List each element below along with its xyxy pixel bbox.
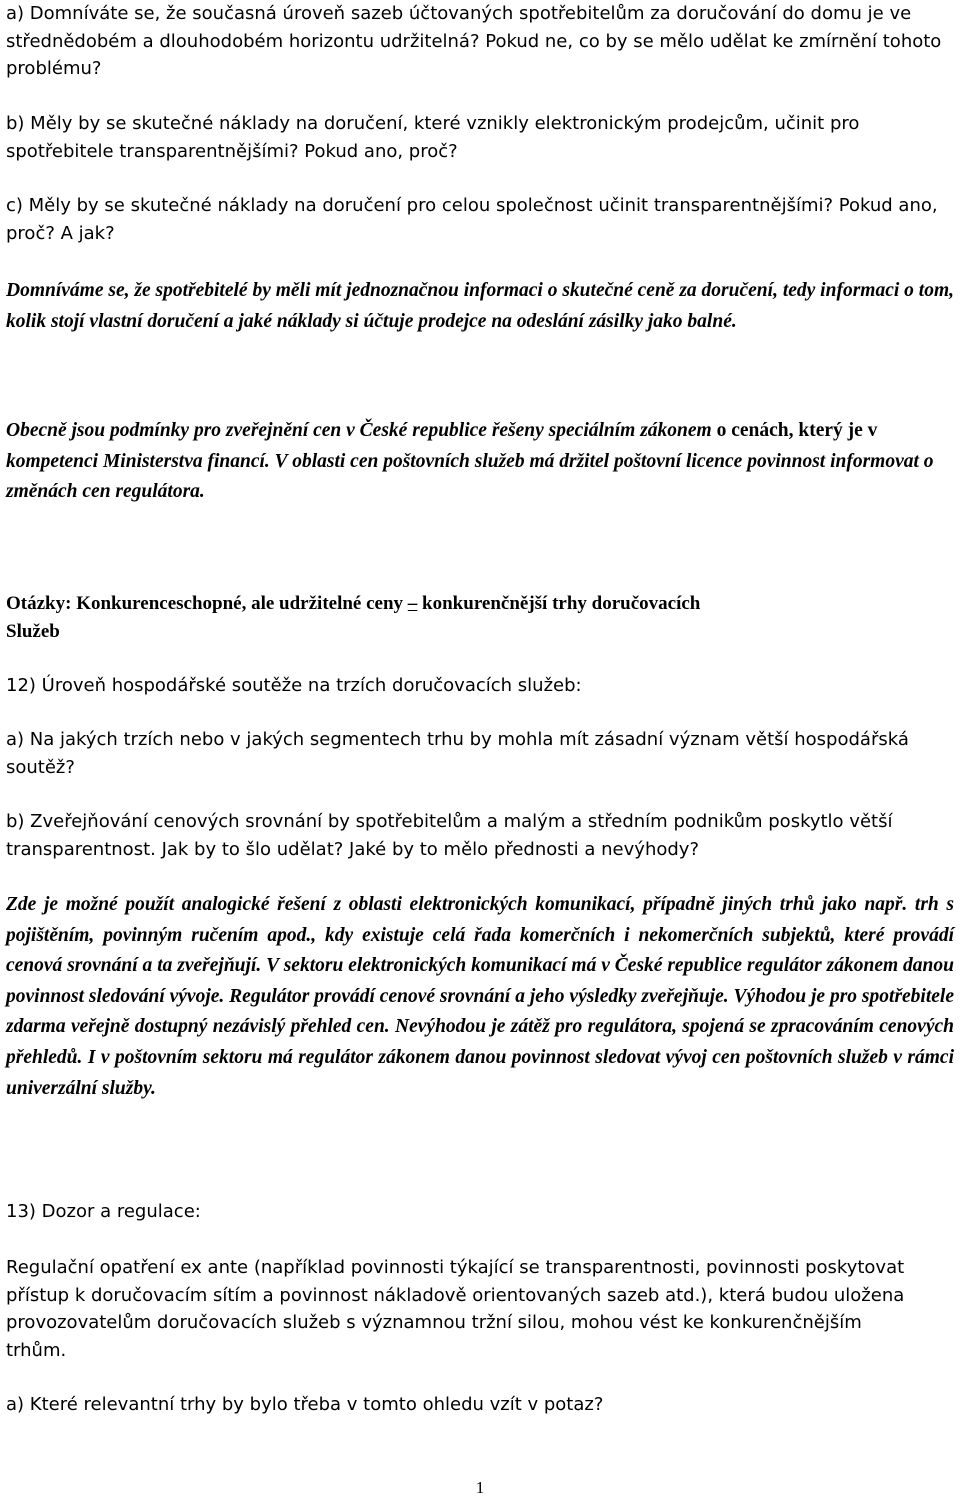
heading-label: Otázky: [6,593,72,614]
section-heading [6,590,954,646]
answer-price-regulation [6,416,954,508]
question-12b: b) Zveřejňování cenových srovnání by spotřebitelům a malým a středním podnikům poskytlo větší transparentnost. Jak by to šlo udělat? Jaké by to mělo přednosti a nevýhody? [6,811,893,860]
answer-12: Zde je možné použít analogické řešení z oblasti elektronických komunikací, případně jiných trhů jako např. trh s pojištěním, povinným ručením apod., kdy existuje celá řada komerčních i nekomerčních subjektů, které provádí cenová srovnání a ta zveřejňují. V sektoru elektronických komunikací má v České republice regulátor zákonem danou povinnost sledování vývoje. Regulátor provádí cenové srovnání a jeho výsledky zveřejňuje. Výhodou je pro spotřebitele zdarma veřejně dostupný nezávislý přehled cen. Nevýhodou je zátěž pro regulátora, spojená se zpracováním cenových přehledů. I v poštovním sektoru má regulátor zákonem danou povinnost sledovat vývoj cen poštovních služeb v rámci univerzální služby. [6,894,954,1099]
question-12-title: 12) Úroveň hospodářské soutěže na trzích doručovacích služeb: [6,675,582,696]
question-a-previous: a) Domníváte se, že současná úroveň sazeb účtovaných spotřebitelům za doručování do domu je ve střednědobém a dlouhodobém horizontu udržitelná? Pokud ne, co by se mělo udělat ke zmírnění tohoto problému? [6,3,942,79]
question-13-title: 13) Dozor a regulace: [6,1201,201,1222]
heading-dash: – [407,593,418,614]
question-12a: a) Na jakých trzích nebo v jakých segmentech trhu by mohla mít zásadní význam větší hospodářská soutěž? [6,729,909,778]
question-b-previous: b) Měly by se skutečné náklady na doručení, které vznikly elektronickým prodejcům, učinit pro spotřebitele transparentnějšími? Pokud ano, proč? [6,113,860,162]
heading-part-2: konkurenčnější trhy doručovacích [417,593,701,614]
page-number: 1 [475,1478,485,1497]
answer-transparency: Domníváme se, že spotřebitelé by měli mít jednoznačnou informaci o skutečné ceně za doručení, tedy informaci o tom, kolik stojí vlastní doručení a jaké náklady si účtuje prodejce na odeslání zásilky jako balné. [6,280,954,332]
heading-line-2: Služeb [6,621,60,642]
answer-part-4: V oblasti cen poštovních služeb má držitel poštovní licence povinnost informovat o změnách cen regulátora. [6,450,934,502]
question-c-previous: c) Měly by se skutečné náklady na doručení pro celou společnost učinit transparentnějšími? Pokud ano, proč? A jak? [6,195,938,244]
answer-part-3: kompetenci Ministerstva financí. [6,450,270,472]
answer-part-1: Obecně jsou podmínky pro zveřejnění cen v České republice řešeny speciálním zákonem [6,420,717,441]
heading-part-1: Konkurenceschopné, ale udržitelné ceny [71,593,408,614]
answer-part-2: o cenách, který je v [716,420,878,441]
question-13-intro: Regulační opatření ex ante (například povinnosti týkající se transparentnosti, povinnosti poskytovat přístup k doručovacím sítím a povinnost nákladově orientovaných sazeb atd.), která budou uložena provozovatelům doručovacích služeb s významnou tržní silou, mohou vést ke konkurenčnějším trhům. [6,1257,905,1361]
question-13a: a) Které relevantní trhy by bylo třeba v tomto ohledu vzít v potaz? [6,1394,604,1415]
